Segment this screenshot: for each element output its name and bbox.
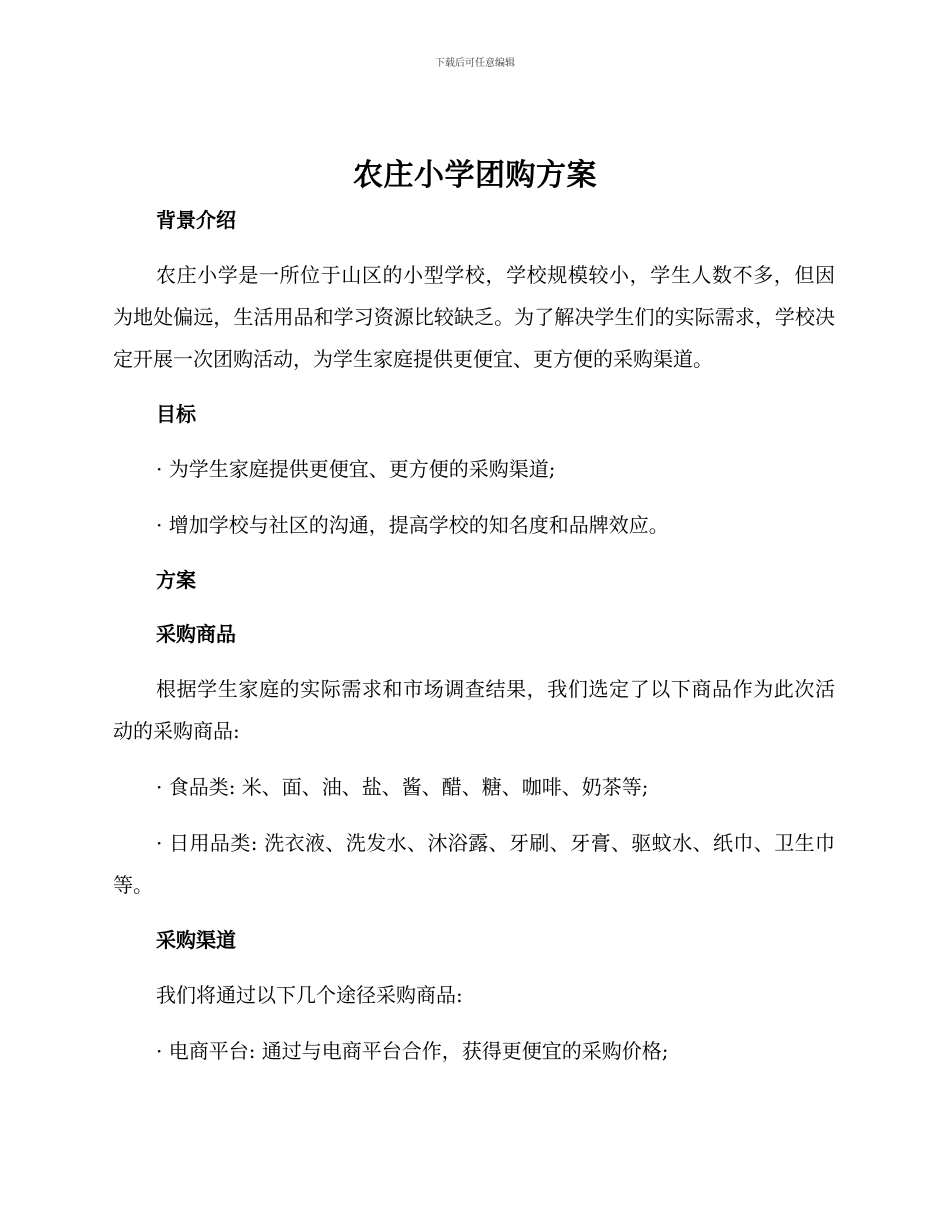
goal-item-2: · 增加学校与社区的沟通，提高学校的知名度和品牌效应。 [156, 513, 669, 537]
channels-intro-paragraph: 我们将通过以下几个途径采购商品: [156, 983, 463, 1007]
background-paragraph: 农庄小学是一所位于山区的小型学校，学校规模较小，学生人数不多，但因为地处偏远，生活用品和学习资源比较缺乏。为了解决学生们的实际需求，学校决定开展一次团购活动，为学生家庭提供更便宜、更方便的采购渠道。 [113, 263, 835, 371]
channel-ecommerce-item: · 电商平台: 通过与电商平台合作，获得更便宜的采购价格; [156, 1039, 669, 1063]
products-intro-paragraph: 根据学生家庭的实际需求和市场调查结果，我们选定了以下商品作为此次活动的采购商品: [113, 677, 835, 743]
products-heading: 采购商品 [156, 622, 236, 646]
goal-item-1: · 为学生家庭提供更便宜、更方便的采购渠道; [156, 457, 556, 481]
background-heading: 背景介绍 [156, 208, 236, 232]
product-daily-item: · 日用品类: 洗衣液、洗发水、沐浴露、牙刷、牙膏、驱蚊水、纸巾、卫生巾等。 [113, 831, 835, 897]
document-title: 农庄小学团购方案 [353, 158, 597, 193]
channels-heading: 采购渠道 [156, 928, 236, 952]
document-body [113, 200, 835, 1072]
goals-heading: 目标 [156, 402, 196, 426]
plan-heading: 方案 [156, 568, 196, 592]
header-note: 下载后可任意编辑 [435, 58, 515, 69]
product-food-item: · 食品类: 米、面、油、盐、酱、醋、糖、咖啡、奶茶等; [156, 775, 649, 799]
